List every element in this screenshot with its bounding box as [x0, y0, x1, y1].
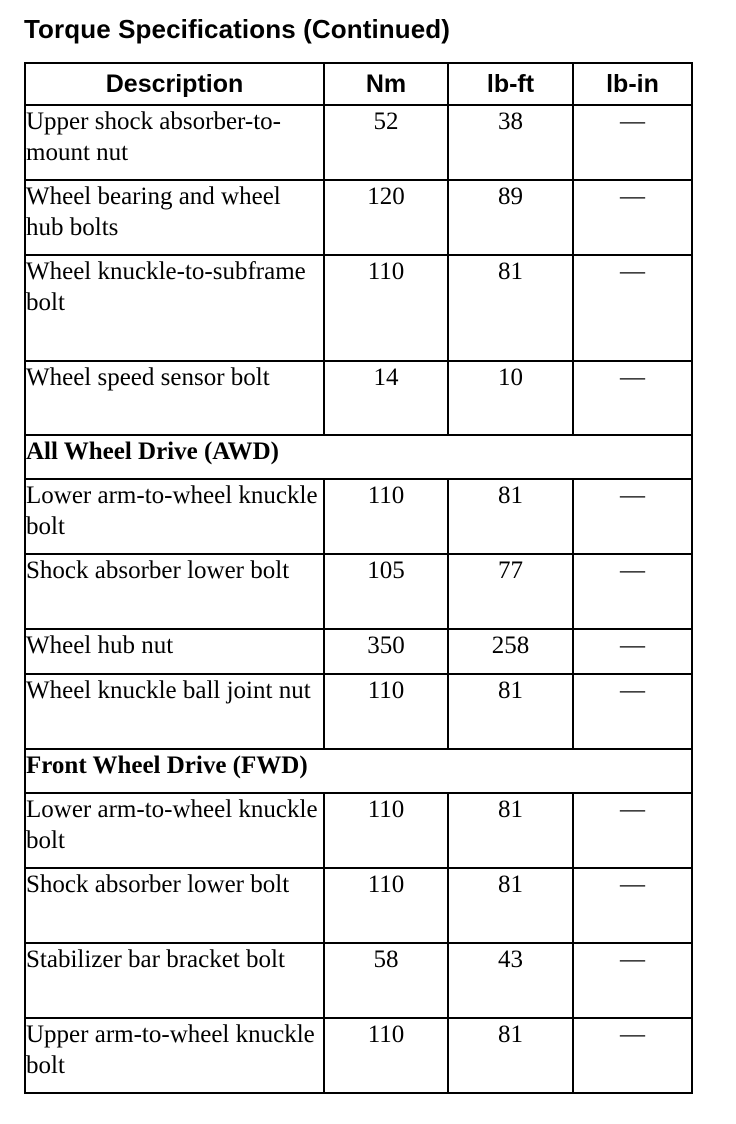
cell-description: Upper arm-to-wheel knuckle bolt: [25, 1018, 324, 1093]
cell-description: Wheel hub nut: [25, 629, 324, 674]
cell-description: Wheel knuckle ball joint nut: [25, 674, 324, 749]
cell-lbft: 81: [448, 1018, 573, 1093]
table-row: [25, 629, 692, 674]
section-heading-awd: All Wheel Drive (AWD): [25, 435, 692, 479]
cell-lbin: —: [573, 629, 692, 674]
cell-nm: 110: [324, 868, 448, 943]
table-row: [25, 255, 692, 361]
table-row: [25, 479, 692, 554]
table-row: [25, 180, 692, 255]
cell-lbft: 43: [448, 943, 573, 1018]
table-row: [25, 674, 692, 749]
section-heading-fwd: Front Wheel Drive (FWD): [25, 749, 692, 793]
cell-description: Lower arm-to-wheel knuckle bolt: [25, 793, 324, 868]
cell-description: Lower arm-to-wheel knuckle bolt: [25, 479, 324, 554]
cell-lbft: 81: [448, 255, 573, 361]
cell-lbin: —: [573, 180, 692, 255]
table-row: [25, 868, 692, 943]
cell-description: Shock absorber lower bolt: [25, 868, 324, 943]
page-title: Torque Specifications (Continued): [24, 14, 451, 44]
column-header-lbin: lb-in: [573, 63, 692, 105]
cell-lbft: 81: [448, 793, 573, 868]
cell-nm: 110: [324, 255, 448, 361]
cell-lbin: —: [573, 943, 692, 1018]
cell-lbin: —: [573, 793, 692, 868]
table-row: [25, 793, 692, 868]
table-row: [25, 1018, 692, 1093]
header-row: [25, 63, 692, 105]
cell-description: Wheel bearing and wheel hub bolts: [25, 180, 324, 255]
cell-description: Stabilizer bar bracket bolt: [25, 943, 324, 1018]
cell-lbft: 258: [448, 629, 573, 674]
cell-nm: 110: [324, 1018, 448, 1093]
table-row: [25, 105, 692, 180]
cell-lbft: 81: [448, 868, 573, 943]
cell-description: Upper shock absorber-to-mount nut: [25, 105, 324, 180]
cell-lbin: —: [573, 674, 692, 749]
cell-description: Wheel speed sensor bolt: [25, 361, 324, 435]
cell-lbft: 81: [448, 674, 573, 749]
cell-description: Shock absorber lower bolt: [25, 554, 324, 629]
cell-nm: 14: [324, 361, 448, 435]
cell-lbft: 10: [448, 361, 573, 435]
table-row: [25, 554, 692, 629]
section-row: [25, 435, 692, 479]
cell-nm: 58: [324, 943, 448, 1018]
cell-nm: 110: [324, 674, 448, 749]
cell-lbin: —: [573, 361, 692, 435]
cell-lbin: —: [573, 479, 692, 554]
cell-nm: 105: [324, 554, 448, 629]
column-header-description: Description: [25, 63, 324, 105]
cell-description: Wheel knuckle-to-subframe bolt: [25, 255, 324, 361]
column-header-nm: Nm: [324, 63, 448, 105]
cell-nm: 110: [324, 479, 448, 554]
cell-lbin: —: [573, 105, 692, 180]
column-header-lbft: lb-ft: [448, 63, 573, 105]
cell-lbin: —: [573, 1018, 692, 1093]
table-row: [25, 361, 692, 435]
cell-nm: 110: [324, 793, 448, 868]
cell-lbin: —: [573, 554, 692, 629]
cell-nm: 350: [324, 629, 448, 674]
cell-nm: 120: [324, 180, 448, 255]
table-row: [25, 943, 692, 1018]
cell-lbft: 77: [448, 554, 573, 629]
torque-spec-table: [24, 62, 693, 1094]
cell-lbft: 38: [448, 105, 573, 180]
section-row: [25, 749, 692, 793]
cell-lbft: 81: [448, 479, 573, 554]
cell-lbin: —: [573, 255, 692, 361]
cell-nm: 52: [324, 105, 448, 180]
cell-lbin: —: [573, 868, 692, 943]
cell-lbft: 89: [448, 180, 573, 255]
